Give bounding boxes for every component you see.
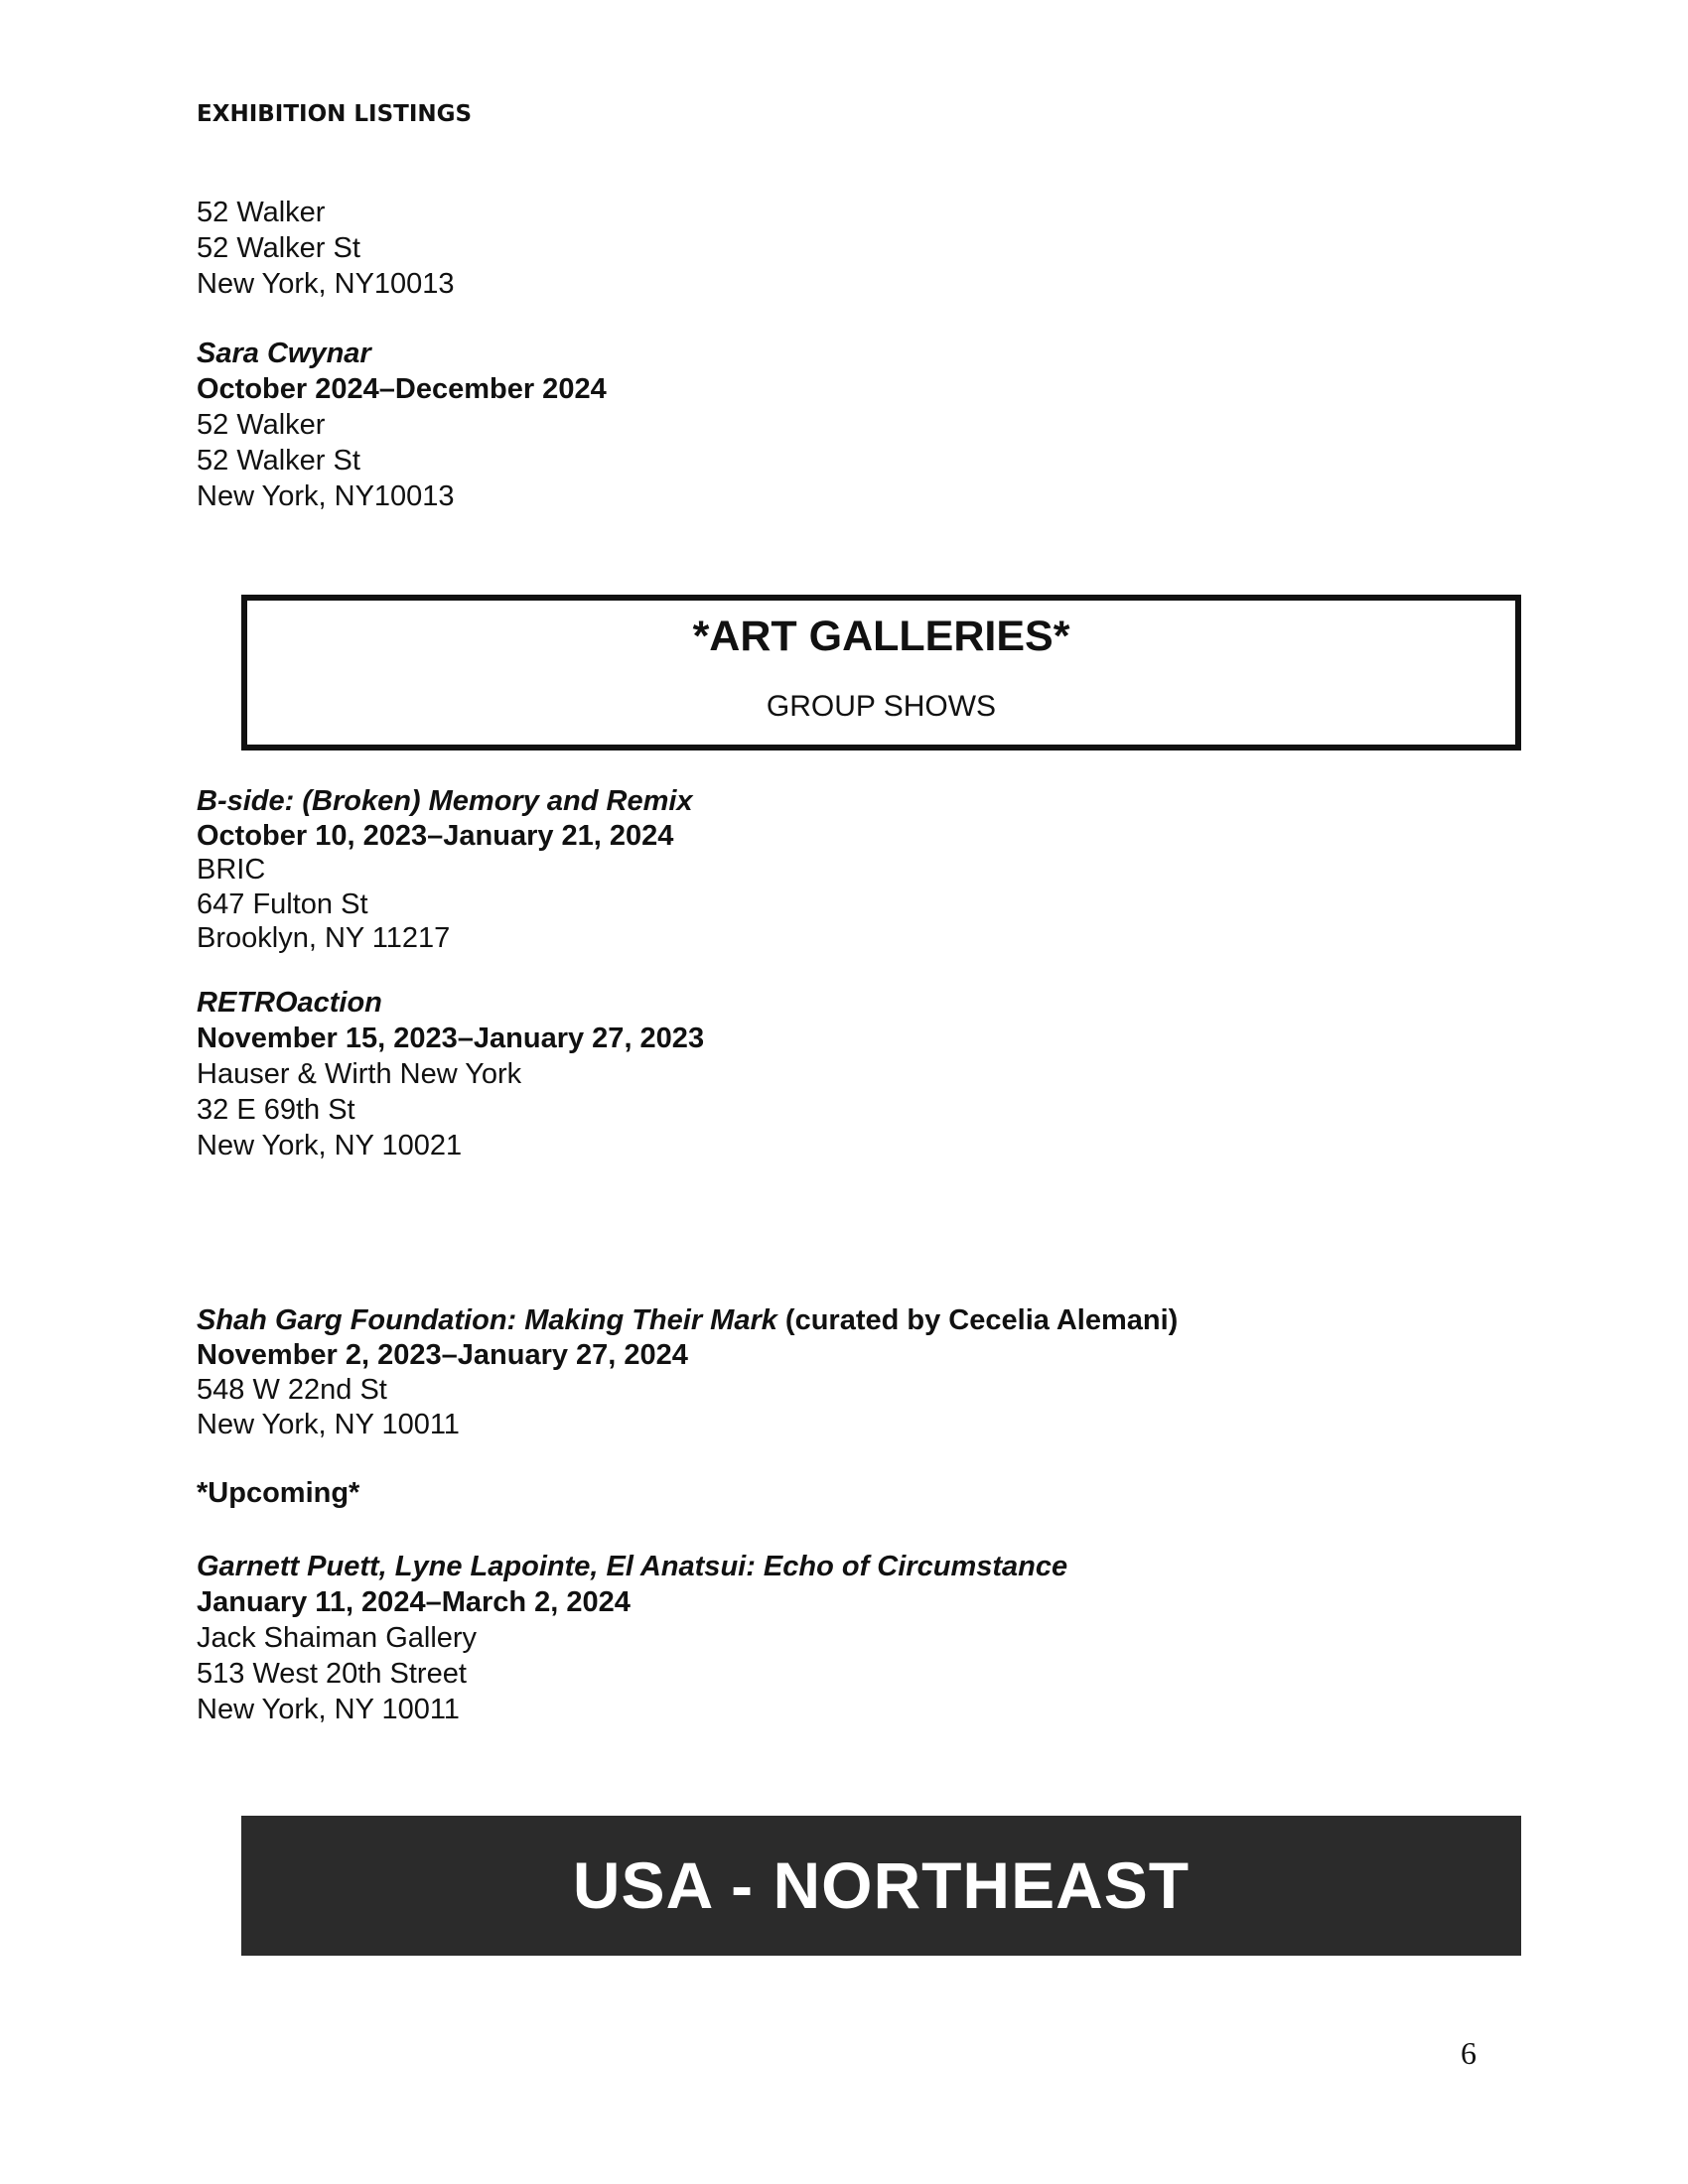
city-address: New York, NY 10011 bbox=[197, 1694, 460, 1725]
street-address: 32 E 69th St bbox=[197, 1094, 355, 1126]
street-address: 513 West 20th Street bbox=[197, 1658, 467, 1690]
exhibition-title-line bbox=[197, 1303, 1178, 1338]
venue-name: BRIC bbox=[197, 854, 266, 886]
venue-name: Jack Shaiman Gallery bbox=[197, 1622, 478, 1654]
section-subtitle: GROUP SHOWS bbox=[766, 690, 997, 723]
exhibition-title: Garnett Puett, Lyne Lapointe, El Anatsui: Echo of Circumstance bbox=[197, 1551, 1068, 1582]
exhibition-dates: October 2024–December 2024 bbox=[197, 373, 607, 405]
running-header: EXHIBITION LISTINGS bbox=[197, 101, 473, 127]
city-address: New York, NY 10011 bbox=[197, 1409, 460, 1440]
curator-note: (curated by Cecelia Alemani) bbox=[776, 1304, 1179, 1336]
listing-sara-cwynar bbox=[197, 336, 607, 514]
section-title: *ART GALLERIES* bbox=[692, 613, 1070, 660]
street-address: 548 W 22nd St bbox=[197, 1374, 387, 1406]
exhibition-dates: October 10, 2023–January 21, 2024 bbox=[197, 819, 674, 852]
page-number: 6 bbox=[1461, 2035, 1477, 2071]
exhibition-title: Sara Cwynar bbox=[197, 338, 371, 369]
street-address: 52 Walker St bbox=[197, 445, 360, 477]
venue-name: 52 Walker bbox=[197, 409, 326, 441]
region-banner bbox=[241, 1816, 1521, 1956]
listing-retroaction bbox=[197, 985, 704, 1163]
art-galleries-section-box bbox=[241, 595, 1521, 751]
exhibition-dates: November 2, 2023–January 27, 2024 bbox=[197, 1339, 688, 1371]
city-address: Brooklyn, NY 11217 bbox=[197, 922, 451, 954]
street-address: 647 Fulton St bbox=[197, 887, 368, 920]
upcoming-label: *Upcoming* bbox=[197, 1477, 360, 1509]
exhibition-dates: January 11, 2024–March 2, 2024 bbox=[197, 1586, 631, 1618]
venue-name: Hauser & Wirth New York bbox=[197, 1058, 522, 1090]
listing-52-walker-address bbox=[197, 195, 455, 302]
city-address: New York, NY10013 bbox=[197, 268, 455, 300]
exhibition-title: RETROaction bbox=[197, 987, 382, 1019]
city-address: New York, NY10013 bbox=[197, 480, 455, 512]
exhibition-dates: November 15, 2023–January 27, 2023 bbox=[197, 1023, 705, 1054]
street-address: 52 Walker St bbox=[197, 232, 360, 264]
listing-b-side bbox=[197, 784, 693, 956]
venue-name: 52 Walker bbox=[197, 197, 326, 228]
city-address: New York, NY 10021 bbox=[197, 1130, 463, 1161]
listing-echo-of-circumstance bbox=[197, 1549, 1067, 1727]
region-title: USA - NORTHEAST bbox=[572, 1848, 1191, 1922]
listing-shah-garg bbox=[197, 1303, 1178, 1442]
exhibition-title: Shah Garg Foundation: Making Their Mark bbox=[197, 1304, 777, 1336]
exhibition-title: B-side: (Broken) Memory and Remix bbox=[197, 785, 693, 817]
